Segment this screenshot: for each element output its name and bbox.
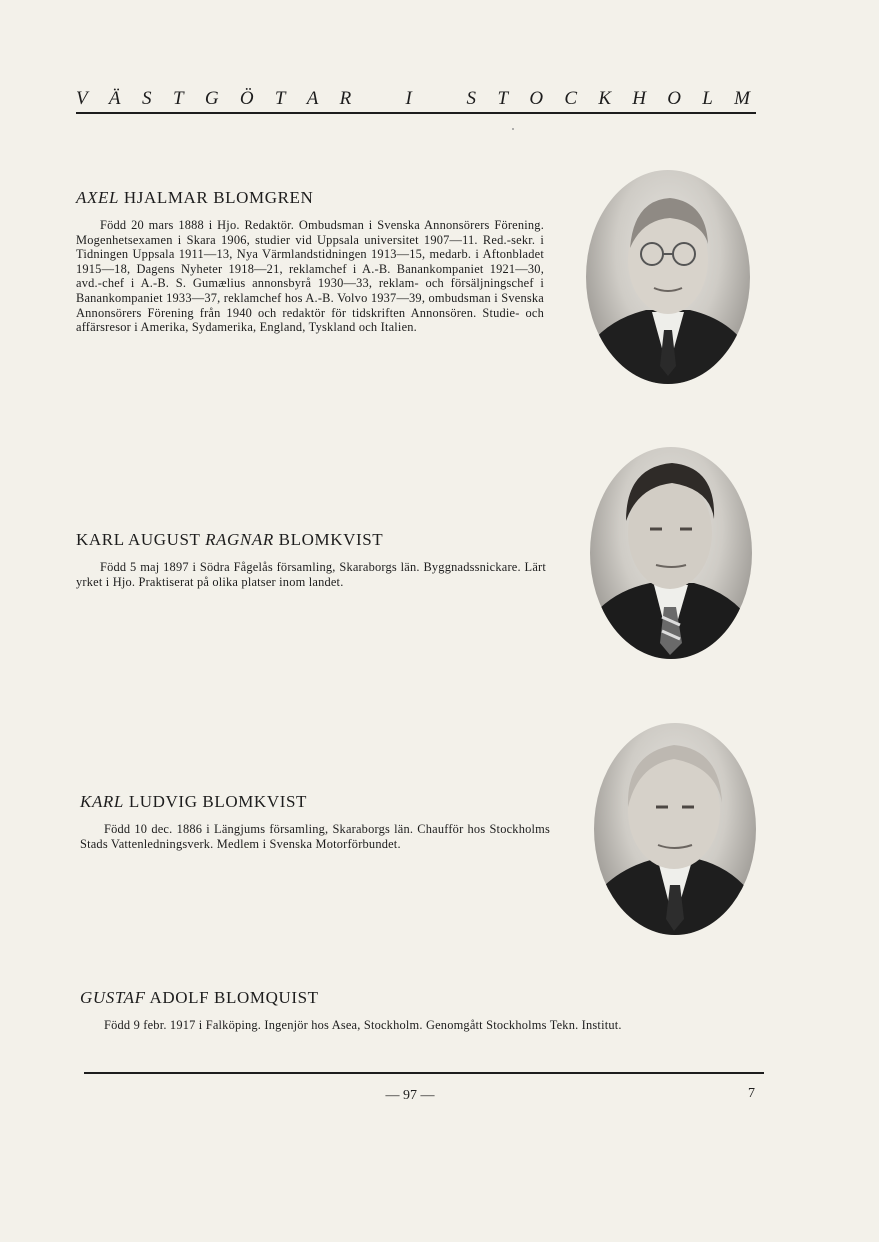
running-title-letter: M — [734, 88, 750, 109]
speck — [512, 128, 514, 130]
portrait-figure — [590, 447, 752, 659]
entry-bio: Född 10 dec. 1886 i Längjums församling, Skaraborgs län. Chaufför hos Stockholms Stads Vattenledningsverk. Medlem i Svenska Motorförbundet. — [80, 822, 550, 851]
name-rest: LUDVIG BLOMKVIST — [123, 792, 307, 811]
portrait-photo — [586, 170, 750, 384]
entry-name — [76, 530, 546, 550]
running-title-letter: S — [466, 88, 476, 109]
entry-name — [80, 792, 550, 812]
running-title-letter: O — [667, 88, 681, 109]
entry-bio: Född 20 mars 1888 i Hjo. Redaktör. Ombudsman i Svenska Annonsörers Förening. Mogenhetsexamen i Skara 1906, studier vid Uppsala universitet 1907—11. Red.-sekr. i Tidningen Uppsala 1911—13, Nya Värmlandstidningen 1913—15, medarb. i Aftonbladet 1915—18, Dagens Nyheter 1918—21, reklamchef i A.-B. Banankompaniet 1921—30, avd.-chef i A.-B. S. Gumælius annonsbyrå 1930—33, reklam- och försäljningschef i Banankompaniet 1933—37, reklamchef hos A.-B. Volvo 1937—39, ombudsman i Svenska Annonsörers Förening från 1940 och redaktör för tidskriften Annonsören. Studie- och affärsresor i Amerika, Sydamerika, England, Tyskland och Italien. — [76, 218, 544, 335]
entry-ragnar-blomkvist — [76, 530, 546, 589]
running-title-letter: C — [564, 88, 578, 109]
running-title-letter: Ä — [108, 88, 121, 109]
portrait-photo — [594, 723, 756, 935]
running-title-letter: T — [173, 88, 184, 109]
portrait-photo — [590, 447, 752, 659]
running-title-letter: H — [632, 88, 646, 109]
entry-name — [80, 988, 770, 1008]
running-title — [76, 86, 756, 110]
name-italic: KARL — [80, 792, 124, 811]
entry-ludvig-blomkvist — [80, 792, 550, 851]
entry-bio: Född 5 maj 1897 i Södra Fågelås församling, Skaraborgs län. Byggnadssnickare. Lärt yrket i Hjo. Praktiserat på olika platser inom landet. — [76, 560, 546, 589]
footer-rule — [84, 1072, 764, 1074]
running-title-letter: T — [497, 88, 509, 109]
portrait-figure — [586, 170, 750, 384]
running-title-letter: S — [142, 88, 152, 109]
running-title-letter: Ö — [239, 88, 254, 109]
entry-name — [76, 188, 544, 208]
running-title-letter: O — [529, 88, 544, 109]
running-title-letter: I — [405, 88, 412, 109]
page-number: — 97 — — [385, 1088, 435, 1103]
entry-axel-blomgren — [76, 188, 544, 335]
running-title-letter: G — [204, 88, 219, 109]
entry-bio: Född 9 febr. 1917 i Falköping. Ingenjör hos Asea, Stockholm. Genomgått Stockholms Tekn. Institut. — [104, 1018, 622, 1032]
running-title-letter: V — [76, 88, 88, 109]
portrait-figure — [594, 723, 756, 935]
name-rest: HJALMAR BLOMGREN — [119, 188, 314, 207]
name-italic: RAGNAR — [205, 530, 274, 549]
running-title-letter: R — [339, 88, 352, 109]
entry-gustaf-blomquist — [80, 988, 770, 1033]
name-pre: KARL AUGUST — [76, 530, 206, 549]
running-title-letter: T — [274, 88, 286, 109]
name-rest: ADOLF BLOMQUIST — [145, 988, 319, 1007]
running-title-letter: A — [306, 88, 319, 109]
running-title-letter: K — [598, 88, 611, 109]
name-italic: AXEL — [76, 188, 120, 207]
name-italic: GUSTAF — [80, 988, 146, 1007]
name-rest: BLOMKVIST — [273, 530, 384, 549]
signature-mark: 7 — [748, 1086, 755, 1101]
running-head — [76, 86, 756, 114]
running-title-letter: L — [702, 88, 713, 109]
